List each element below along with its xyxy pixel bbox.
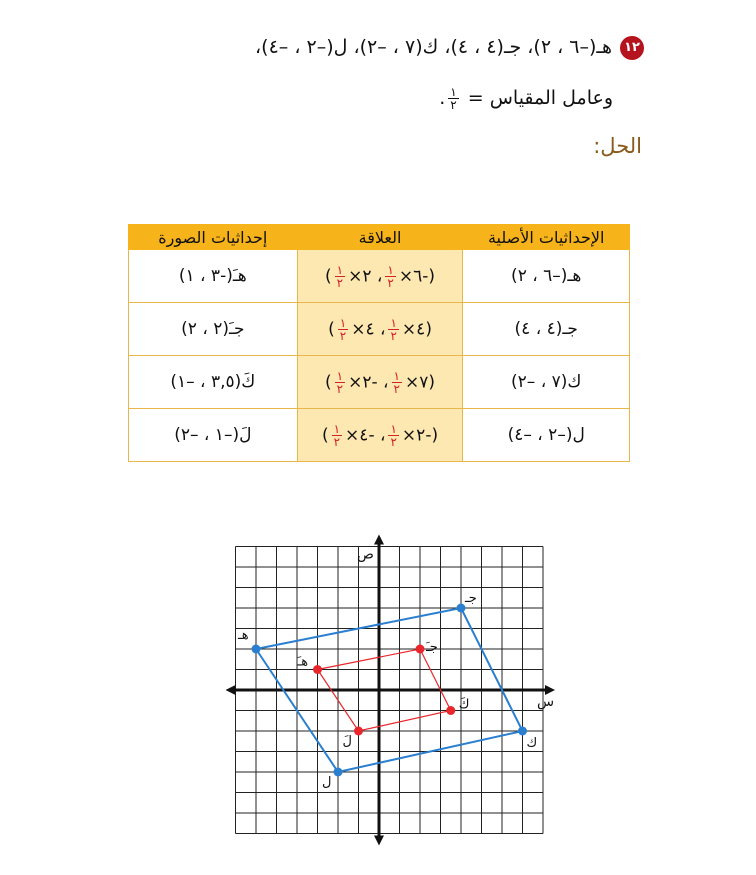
coordinates-table [128, 224, 630, 462]
question-line-2 [213, 80, 613, 116]
y-axis-arrow-down [374, 836, 384, 846]
image-vertex [313, 665, 322, 674]
fraction-numerator: ١ [390, 315, 397, 330]
x-axis-arrow-left [226, 685, 236, 695]
header-relation: العلاقة [297, 225, 463, 250]
image-vertex-label: جـَ [426, 640, 438, 655]
relation-fraction [392, 370, 402, 395]
relation-fraction [388, 423, 398, 448]
cell-relation [297, 250, 463, 303]
original-vertex [252, 645, 261, 654]
image-vertex-label: هـَ [297, 654, 309, 670]
fraction-numerator: ١ [450, 85, 457, 99]
cell-image: هـَ(-٣ ، ١) [129, 250, 298, 303]
fraction-denominator: ٢ [339, 328, 347, 343]
relation-fraction [388, 317, 398, 342]
fraction-numerator: ١ [336, 262, 344, 277]
fraction-numerator: ١ [390, 421, 397, 436]
fraction-denominator: ٢ [393, 381, 400, 396]
question-points-text: هـ(–٦ ، ٢)، جـ(٤ ، ٤)، ك(٧ ، –٢)، ل(–٢ ، –٤)، [255, 36, 612, 58]
original-vertex-label: ل [322, 775, 332, 790]
question-number-badge: ١٢ [620, 36, 644, 60]
image-vertex [446, 706, 455, 715]
relation-part-a: (٤× [401, 319, 432, 339]
image-vertex-label: كَ [458, 697, 470, 713]
y-axis-label: ص [357, 546, 374, 563]
relation-part-a: (-٢× [401, 425, 439, 445]
fraction-denominator: ٢ [390, 328, 397, 343]
fraction-denominator: ٢ [387, 275, 394, 290]
relation-part-b: ، ٢× [348, 266, 383, 286]
relation-part-a: (٧× [404, 372, 436, 392]
cell-original: ل(–٢ ، –٤) [463, 409, 630, 462]
table-row [129, 250, 630, 303]
original-vertex-label: ك [526, 736, 538, 751]
table-row [129, 356, 630, 409]
table-row [129, 303, 630, 356]
fraction-numerator: ١ [339, 315, 347, 330]
fraction-denominator: ٢ [333, 434, 341, 449]
original-vertex-label: هـ [238, 628, 249, 643]
header-original: الإحداثيات الأصلية [463, 225, 630, 250]
original-vertex [518, 727, 527, 736]
relation-fraction [338, 317, 348, 342]
end-period: . [439, 87, 446, 109]
axes [226, 535, 556, 846]
fraction-numerator: ١ [393, 368, 400, 383]
relation-fraction [385, 264, 395, 289]
original-vertex-label: جـ [465, 591, 477, 606]
image-vertex [354, 727, 363, 736]
relation-part-b: ، ٤× [351, 319, 386, 339]
relation-fraction [332, 423, 342, 448]
relation-fraction [335, 264, 345, 289]
fraction-numerator: ١ [387, 262, 394, 277]
cell-original: ك(٧ ، –٢) [463, 356, 630, 409]
relation-part-c: ) [321, 425, 329, 445]
relation-part-c: ) [325, 266, 332, 286]
table-header-row [129, 225, 630, 250]
scale-factor-text: وعامل المقياس = [467, 87, 613, 109]
cell-image: كَ(٣,٥ ، –١) [129, 356, 298, 409]
original-vertex [334, 768, 343, 777]
question-line-1 [84, 32, 644, 62]
header-image: إحداثيات الصورة [129, 225, 298, 250]
fraction-numerator: ١ [333, 421, 341, 436]
relation-part-c: ) [325, 372, 332, 392]
relation-part-b: ، -٤× [345, 425, 386, 445]
x-axis-label: س [537, 694, 555, 710]
solution-label: الحل: [593, 134, 642, 158]
fraction-numerator: ١ [336, 368, 344, 383]
y-axis-arrow-up [374, 535, 384, 545]
relation-part-c: ) [328, 319, 335, 339]
fraction-denominator: ٢ [336, 275, 344, 290]
scale-factor-fraction [448, 86, 458, 111]
point-labels [237, 547, 554, 791]
cell-original: هـ(–٦ ، ٢) [463, 250, 630, 303]
cell-image: لَ(–١ ، –٢) [129, 409, 298, 462]
cell-relation [297, 356, 463, 409]
cell-image: جـَ(٢ ، ٢) [129, 303, 298, 356]
relation-part-b: ، -٢× [348, 372, 389, 392]
relation-part-a: (-٦× [398, 266, 436, 286]
fraction-denominator: ٢ [450, 98, 457, 112]
cell-relation [297, 303, 463, 356]
cell-original: جـ(٤ ، ٤) [463, 303, 630, 356]
cell-relation [297, 409, 463, 462]
image-vertex [416, 645, 425, 654]
table-row [129, 409, 630, 462]
relation-fraction [335, 370, 345, 395]
coordinate-graph [225, 536, 555, 846]
image-vertex-label: لَ [342, 734, 352, 749]
fraction-denominator: ٢ [336, 381, 344, 396]
fraction-denominator: ٢ [390, 434, 397, 449]
